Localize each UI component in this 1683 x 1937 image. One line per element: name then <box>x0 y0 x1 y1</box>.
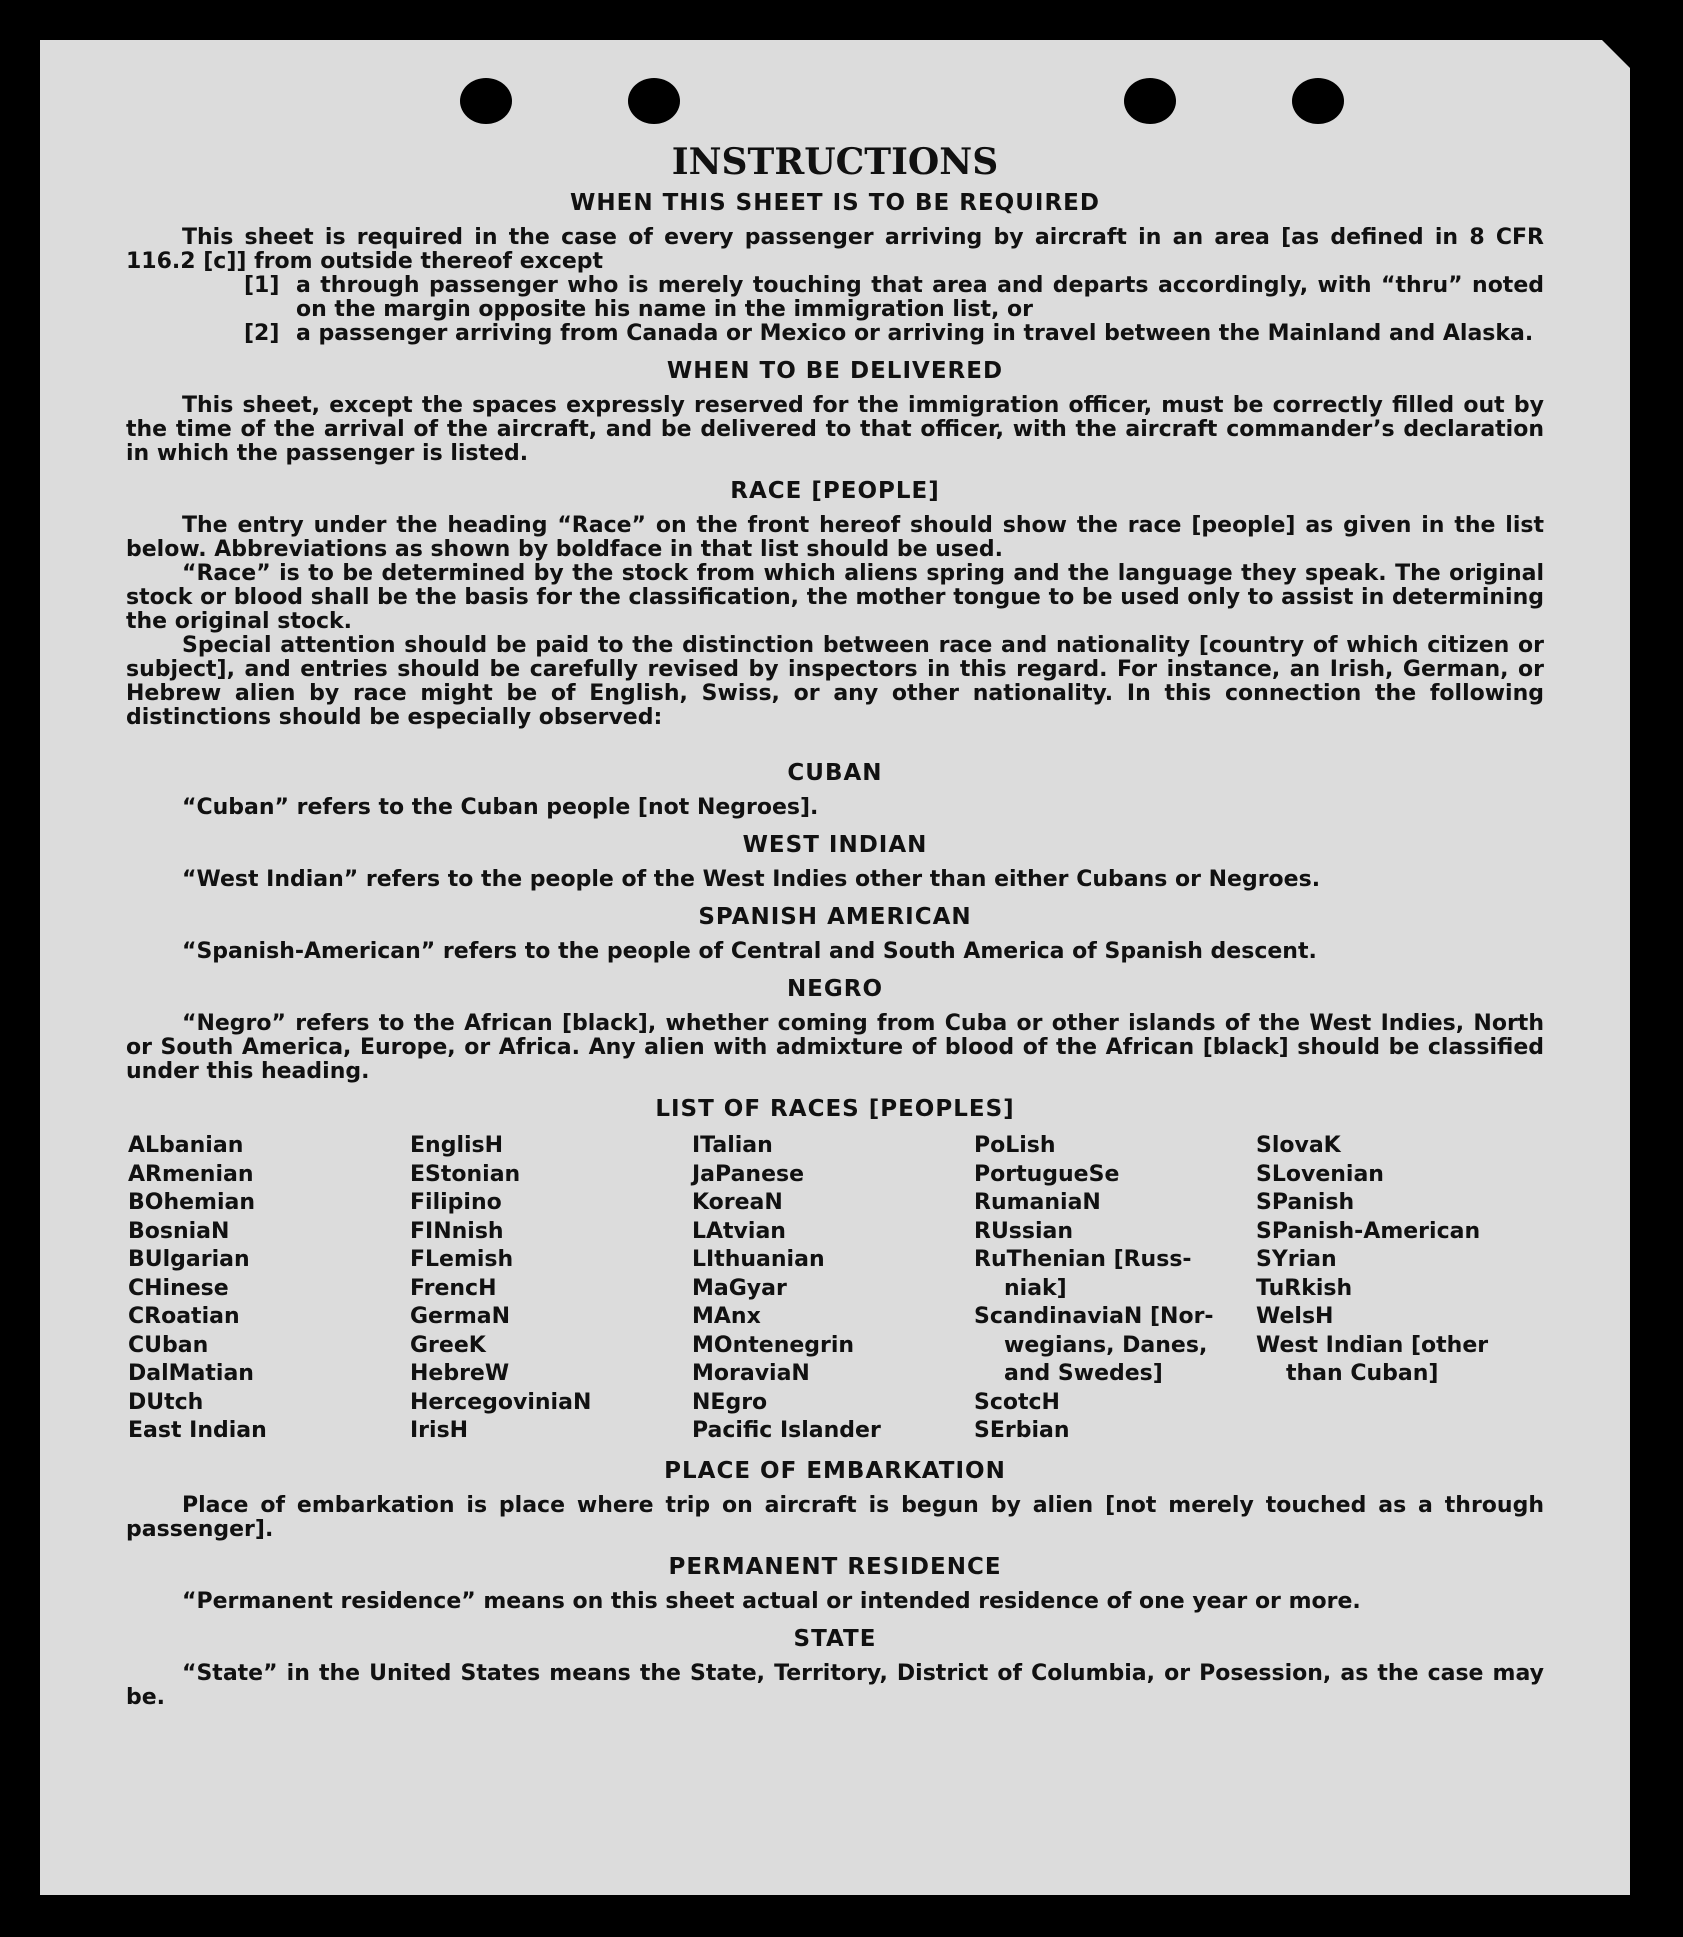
section-heading: NEGRO <box>786 976 884 1002</box>
section-heading: PERMANENT RESIDENCE <box>668 1553 1002 1580</box>
race-entry-continuation: niak] <box>1004 1275 1067 1301</box>
race-entry: RUssian <box>974 1218 1074 1244</box>
clause-item <box>126 322 1544 346</box>
race-entry: GreeK <box>410 1332 486 1358</box>
race-entry: SLovenian <box>1256 1161 1384 1187</box>
section-paragraph: “Permanent residence” means on this sheet actual or intended residence of one year or more. <box>182 1588 1361 1614</box>
race-entry: IrisH <box>410 1418 469 1443</box>
section-heading: WHEN THIS SHEET IS TO BE REQUIRED <box>570 190 1100 216</box>
race-entry: ITalian <box>692 1133 773 1158</box>
section-paragraph: Special attention should be paid to the distinction between race and nationality [country of which citizen or subject], and entries should be carefully revised by inspectors in this regard. For instance, an Irish, German, or Hebrew alien by race might be of English, Swiss, or any other nationality. In this connection the following distinctions should be especially observed: <box>126 633 1544 730</box>
race-entry: Filipino <box>410 1190 502 1215</box>
race-entry: East Indian <box>128 1418 267 1443</box>
section-heading: LIST OF RACES [PEOPLES] <box>655 1096 1015 1122</box>
section-paragraph: Place of embarkation is place where trip on aircraft is begun by alien [not merely touched as a through passenger]. <box>126 1492 1544 1542</box>
race-entry: SlovaK <box>1256 1133 1341 1158</box>
race-entry: EStonian <box>410 1161 521 1187</box>
race-entry: HercegoviniaN <box>410 1389 592 1415</box>
punch-hole <box>1292 78 1344 124</box>
section-heading: CUBAN <box>787 760 883 786</box>
section-paragraph: “Spanish-American” refers to the people of Central and South America of Spanish descent. <box>182 939 1317 964</box>
race-column <box>692 1132 974 1446</box>
section-heading: WHEN TO BE DELIVERED <box>666 358 1004 384</box>
race-entry: SPanish <box>1256 1190 1355 1215</box>
section-paragraph: “Race” is to be determined by the stock from which aliens spring and the language they speak. The original stock or blood shall be the basis for the classification, the mother tongue to be used only to assist in determining the original stock. <box>126 561 1544 634</box>
race-entry: MOntenegrin <box>692 1332 855 1358</box>
race-entry: SErbian <box>974 1418 1070 1443</box>
race-entry: SPanish-American <box>1256 1218 1481 1244</box>
folded-corner <box>1602 40 1630 68</box>
race-entry: EnglisH <box>410 1133 504 1158</box>
page-title: INSTRUCTIONS <box>671 141 999 183</box>
race-entry: PortugueSe <box>974 1161 1120 1187</box>
section-paragraph: This sheet, except the spaces expressly reserved for the immigration officer, must be correctly filled out by the time of the arrival of the aircraft, and be delivered to that officer, with the aircraft commander’s declaration in which the passenger is listed. <box>126 393 1544 466</box>
race-entry: WelsH <box>1256 1304 1334 1329</box>
race-entry: LAtvian <box>692 1218 786 1244</box>
instructions-content <box>126 140 1544 1710</box>
race-entry: HebreW <box>410 1361 510 1386</box>
race-entry-continuation: wegians, Danes, <box>1004 1332 1208 1358</box>
section-paragraph: “State” in the United States means the State, Territory, District of Columbia, or Posession, as the case may be. <box>126 1660 1544 1710</box>
race-entry: BUlgarian <box>128 1247 250 1272</box>
race-entry: MoraviaN <box>692 1361 810 1386</box>
race-column <box>128 1132 410 1446</box>
race-entry: FLemish <box>410 1247 514 1272</box>
clause-number: [2] <box>244 321 280 346</box>
race-entry: RumaniaN <box>974 1190 1101 1215</box>
race-entry-continuation: and Swedes] <box>1004 1361 1163 1386</box>
clause-item <box>126 274 1544 322</box>
race-entry: BosniaN <box>128 1218 230 1244</box>
section-paragraph: “Cuban” refers to the Cuban people [not Negroes]. <box>182 795 819 820</box>
section-paragraph: The entry under the heading “Race” on the front hereof should show the race [people] as given in the list below. Abbreviations as shown by boldface in that list should be used. <box>126 513 1544 562</box>
clause-text: a through passenger who is merely touching that area and departs accordingly, with “thru” noted on the margin opposite his name in the immigration list, or <box>296 273 1544 322</box>
race-entry: JaPanese <box>692 1161 805 1187</box>
instruction-sheet <box>40 40 1630 1895</box>
section-paragraph: “West Indian” refers to the people of the West Indies other than either Cubans or Negroes. <box>182 867 1321 892</box>
race-entry: CHinese <box>128 1275 229 1301</box>
race-entry: CRoatian <box>128 1304 240 1329</box>
race-entry: ARmenian <box>128 1161 254 1187</box>
section-heading: RACE [PEOPLE] <box>730 478 940 504</box>
race-entry: GermaN <box>410 1304 511 1329</box>
section-heading: PLACE OF EMBARKATION <box>664 1457 1006 1484</box>
section-paragraph: “Negro” refers to the African [black], whether coming from Cuba or other islands of the West Indies, North or South America, Europe, or Africa. Any alien with admixture of blood of the African [black] should be classified under this heading. <box>126 1011 1544 1084</box>
race-entry: FINnish <box>410 1218 504 1244</box>
clause-number: [1] <box>244 273 280 298</box>
race-list <box>128 1132 1544 1446</box>
punch-hole <box>460 78 512 124</box>
race-column <box>410 1132 692 1446</box>
race-entry: PoLish <box>974 1133 1056 1158</box>
race-entry: MaGyar <box>692 1275 787 1301</box>
race-entry: FrencH <box>410 1275 497 1301</box>
section-heading: WEST INDIAN <box>742 832 928 858</box>
section-paragraph: This sheet is required in the case of every passenger arriving by aircraft in an area [as defined in 8 CFR 116.2 [c]] from outside thereof except <box>126 225 1544 274</box>
race-entry: ScandinaviaN [Nor- <box>974 1304 1214 1329</box>
race-entry: Pacific Islander <box>692 1418 881 1443</box>
race-entry: ALbanian <box>128 1133 244 1158</box>
punch-hole <box>1124 78 1176 124</box>
race-entry: NEgro <box>692 1389 768 1415</box>
race-column <box>974 1132 1256 1446</box>
race-entry: MAnx <box>692 1304 761 1329</box>
race-entry: DUtch <box>128 1389 204 1415</box>
clause-text: a passenger arriving from Canada or Mexico or arriving in travel between the Mainland and Alaska. <box>296 321 1534 346</box>
race-entry: DalMatian <box>128 1361 254 1386</box>
race-entry: CUban <box>128 1332 209 1358</box>
race-entry: LIthuanian <box>692 1247 825 1272</box>
section-heading: STATE <box>793 1625 877 1652</box>
race-entry: TuRkish <box>1256 1275 1353 1301</box>
race-entry: RuThenian [Russ- <box>974 1247 1192 1272</box>
race-entry: West Indian [other <box>1256 1332 1489 1358</box>
race-entry: ScotcH <box>974 1389 1060 1415</box>
section-heading: SPANISH AMERICAN <box>698 904 972 930</box>
race-entry-continuation: than Cuban] <box>1286 1361 1439 1386</box>
race-entry: KoreaN <box>692 1190 783 1215</box>
race-column <box>1256 1132 1538 1446</box>
race-entry: BOhemian <box>128 1190 256 1215</box>
race-entry: SYrian <box>1256 1247 1337 1272</box>
punch-hole <box>628 78 680 124</box>
